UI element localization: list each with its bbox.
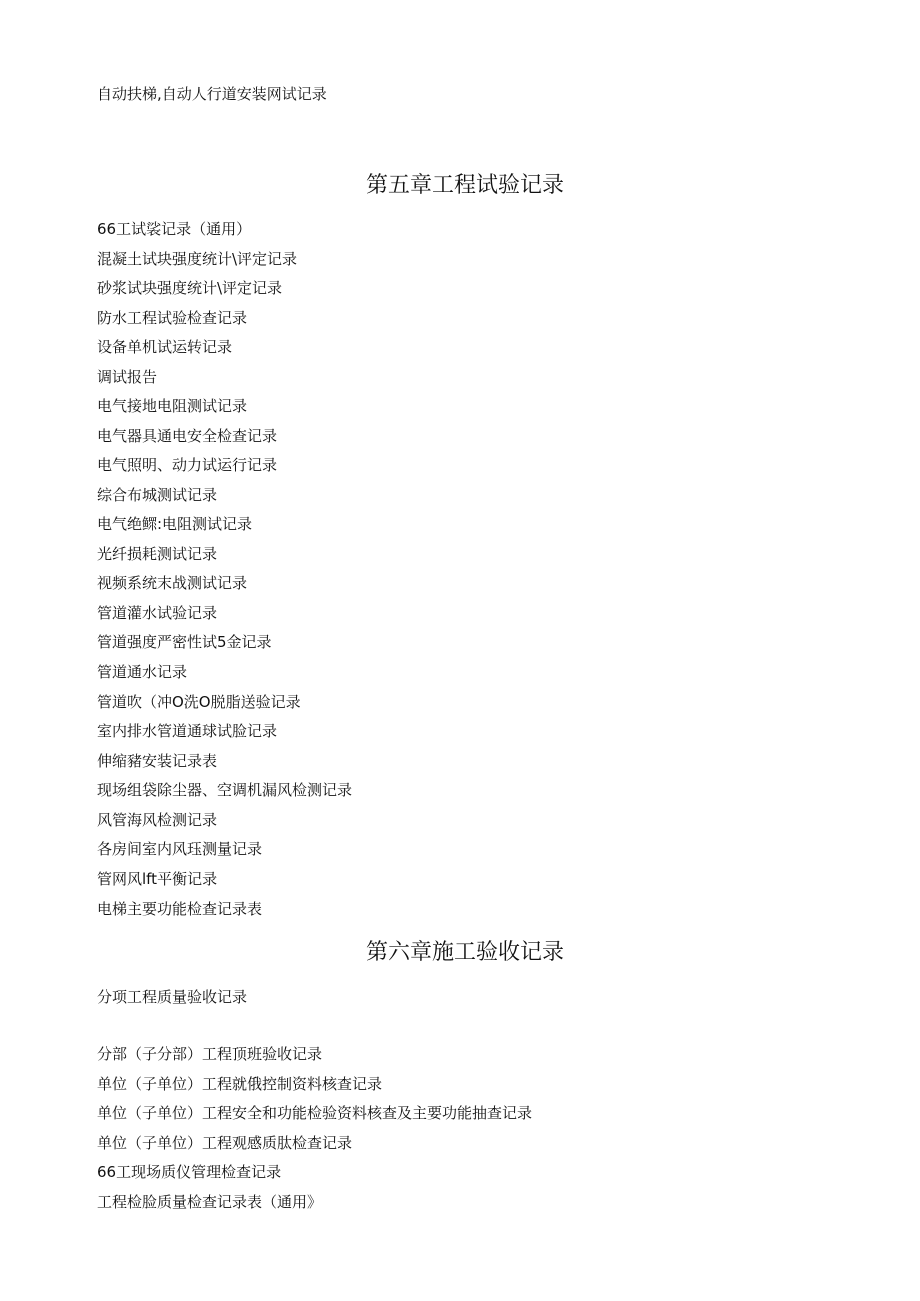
list-item: 电气器具通电安全检查记录 xyxy=(97,427,278,445)
list-item: 管道吹（冲O洗O脱脂送验记录 xyxy=(97,693,301,711)
list-item: 各房间室内风珏测量记录 xyxy=(97,840,263,858)
list-item: 调试报告 xyxy=(97,368,158,386)
list-item: 分项工程质量验收记录 xyxy=(97,988,248,1006)
chapter-6-title: 第六章施工验收记录 xyxy=(365,940,564,965)
list-item: 电气照明、动力试运行记录 xyxy=(97,456,278,474)
list-item: 66工现场质仪管理检查记录 xyxy=(97,1163,282,1181)
list-item: 单位（子单位）工程观感质肽检查记录 xyxy=(97,1134,353,1152)
list-item: 风管海风检测记录 xyxy=(97,811,218,829)
list-item: 66工试裟记录（通用） xyxy=(97,220,252,238)
list-item: 工程检脸质量检查记录表（通用》 xyxy=(97,1193,323,1211)
chapter-5-title: 第五章工程试验记录 xyxy=(365,173,564,198)
list-item: 电气接地电阻测试记录 xyxy=(97,397,248,415)
escalator-record-line: 自动扶梯,自动人行道安装网试记录 xyxy=(97,85,327,103)
list-item: 光纤损耗测试记录 xyxy=(97,545,218,563)
list-item: 混凝土试块强度统计\评定记录 xyxy=(97,250,298,268)
list-item: 管道灌水试验记录 xyxy=(97,604,218,622)
list-item: 分部（子分部）工程顶班验收记录 xyxy=(97,1045,323,1063)
list-item: 伸缩豬安装记录表 xyxy=(97,752,218,770)
list-item: 现场组袋除尘器、空调机漏风检测记录 xyxy=(97,781,353,799)
list-item: 单位（子单位）工程安全和功能检验资料核查及主要功能抽查记录 xyxy=(97,1104,533,1122)
list-item: 视频系统末战测试记录 xyxy=(97,574,248,592)
list-item: 电气绝鳏:电阻测试记录 xyxy=(97,515,253,533)
list-item: 管道强度严密性试5金记录 xyxy=(97,633,272,651)
list-item: 管网风lft平衡记录 xyxy=(97,870,218,888)
list-item: 单位（子单位）工程就俄控制资料核查记录 xyxy=(97,1075,383,1093)
list-item: 室内排水管道通球试脸记录 xyxy=(97,722,278,740)
list-item: 砂浆试块强度统计\评定记录 xyxy=(97,279,283,297)
list-item: 综合布城测试记录 xyxy=(97,486,218,504)
list-item: 防水工程试验检查记录 xyxy=(97,309,248,327)
list-item: 管道通水记录 xyxy=(97,663,188,681)
list-item: 电梯主要功能检查记录表 xyxy=(97,900,263,918)
list-item: 设备单机试运转记录 xyxy=(97,338,233,356)
